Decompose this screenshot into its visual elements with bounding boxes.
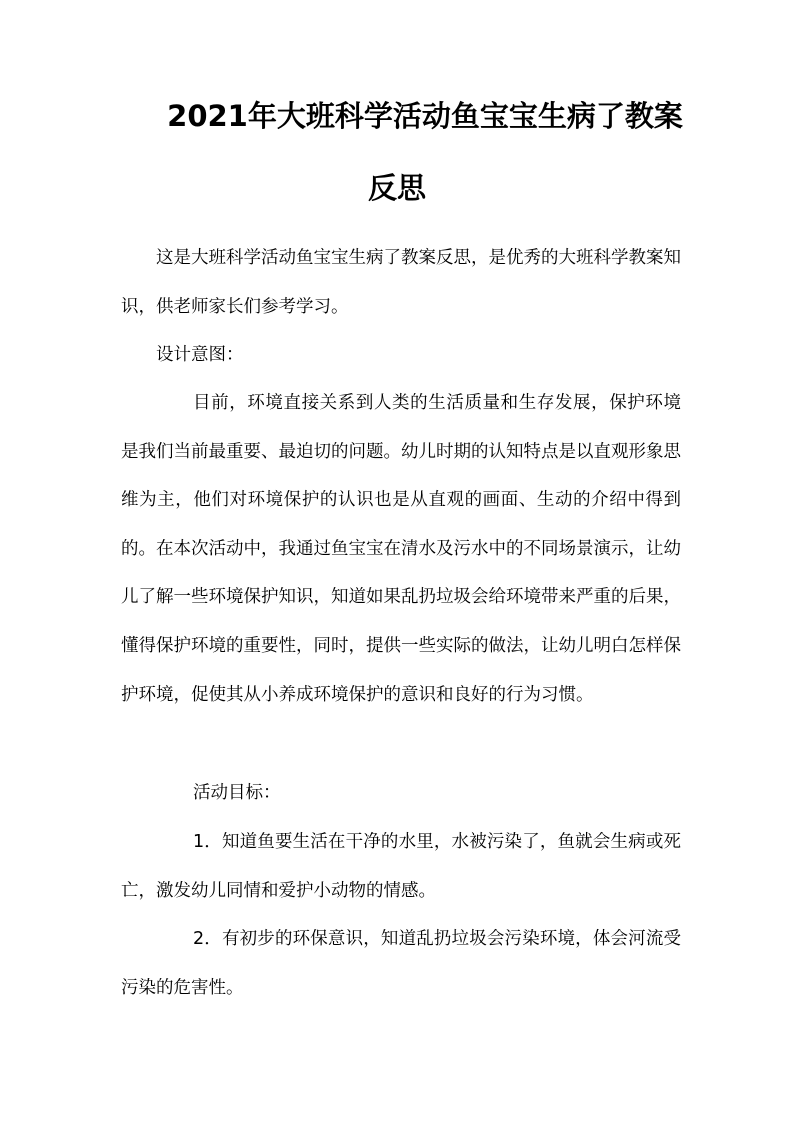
intro-paragraph: 这是大班科学活动鱼宝宝生病了教案反思，是优秀的大班科学教案知识，供老师家长们参考学习。 <box>121 248 681 317</box>
activity-goal-1: 1．知道鱼要生活在干净的水里，水被污染了，鱼就会生病或死亡，激发幼儿同情和爱护小动物的情感。 <box>121 832 681 901</box>
activity-goal-2: 2．有初步的环保意识，知道乱扔垃圾会污染环境，体会河流受污染的危害性。 <box>121 929 681 998</box>
document-title-line-2: 反思 <box>367 171 426 205</box>
activity-goals-heading: 活动目标： <box>193 783 281 803</box>
design-intent-paragraph: 目前，环境直接关系到人类的生活质量和生存发展，保护环境是我们当前最重要、最迫切的问题。幼儿时期的认知特点是以直观形象思维为主，他们对环境保护的认识也是从直观的画面、生动的介绍中得到的。在本次活动中，我通过鱼宝宝在清水及污水中的不同场景演示，让幼儿了解一些环境保护知识，知道如果乱扔垃圾会给环境带来严重的后果，懂得保护环境的重要性，同时，提供一些实际的做法，让幼儿明白怎样保护环境，促使其从小养成环境保护的意识和良好的行为习惯。 <box>121 393 681 705</box>
document-title-line-1: 2021年大班科学活动鱼宝宝生病了教案 <box>167 99 683 133</box>
design-intent-heading: 设计意图： <box>156 345 244 365</box>
